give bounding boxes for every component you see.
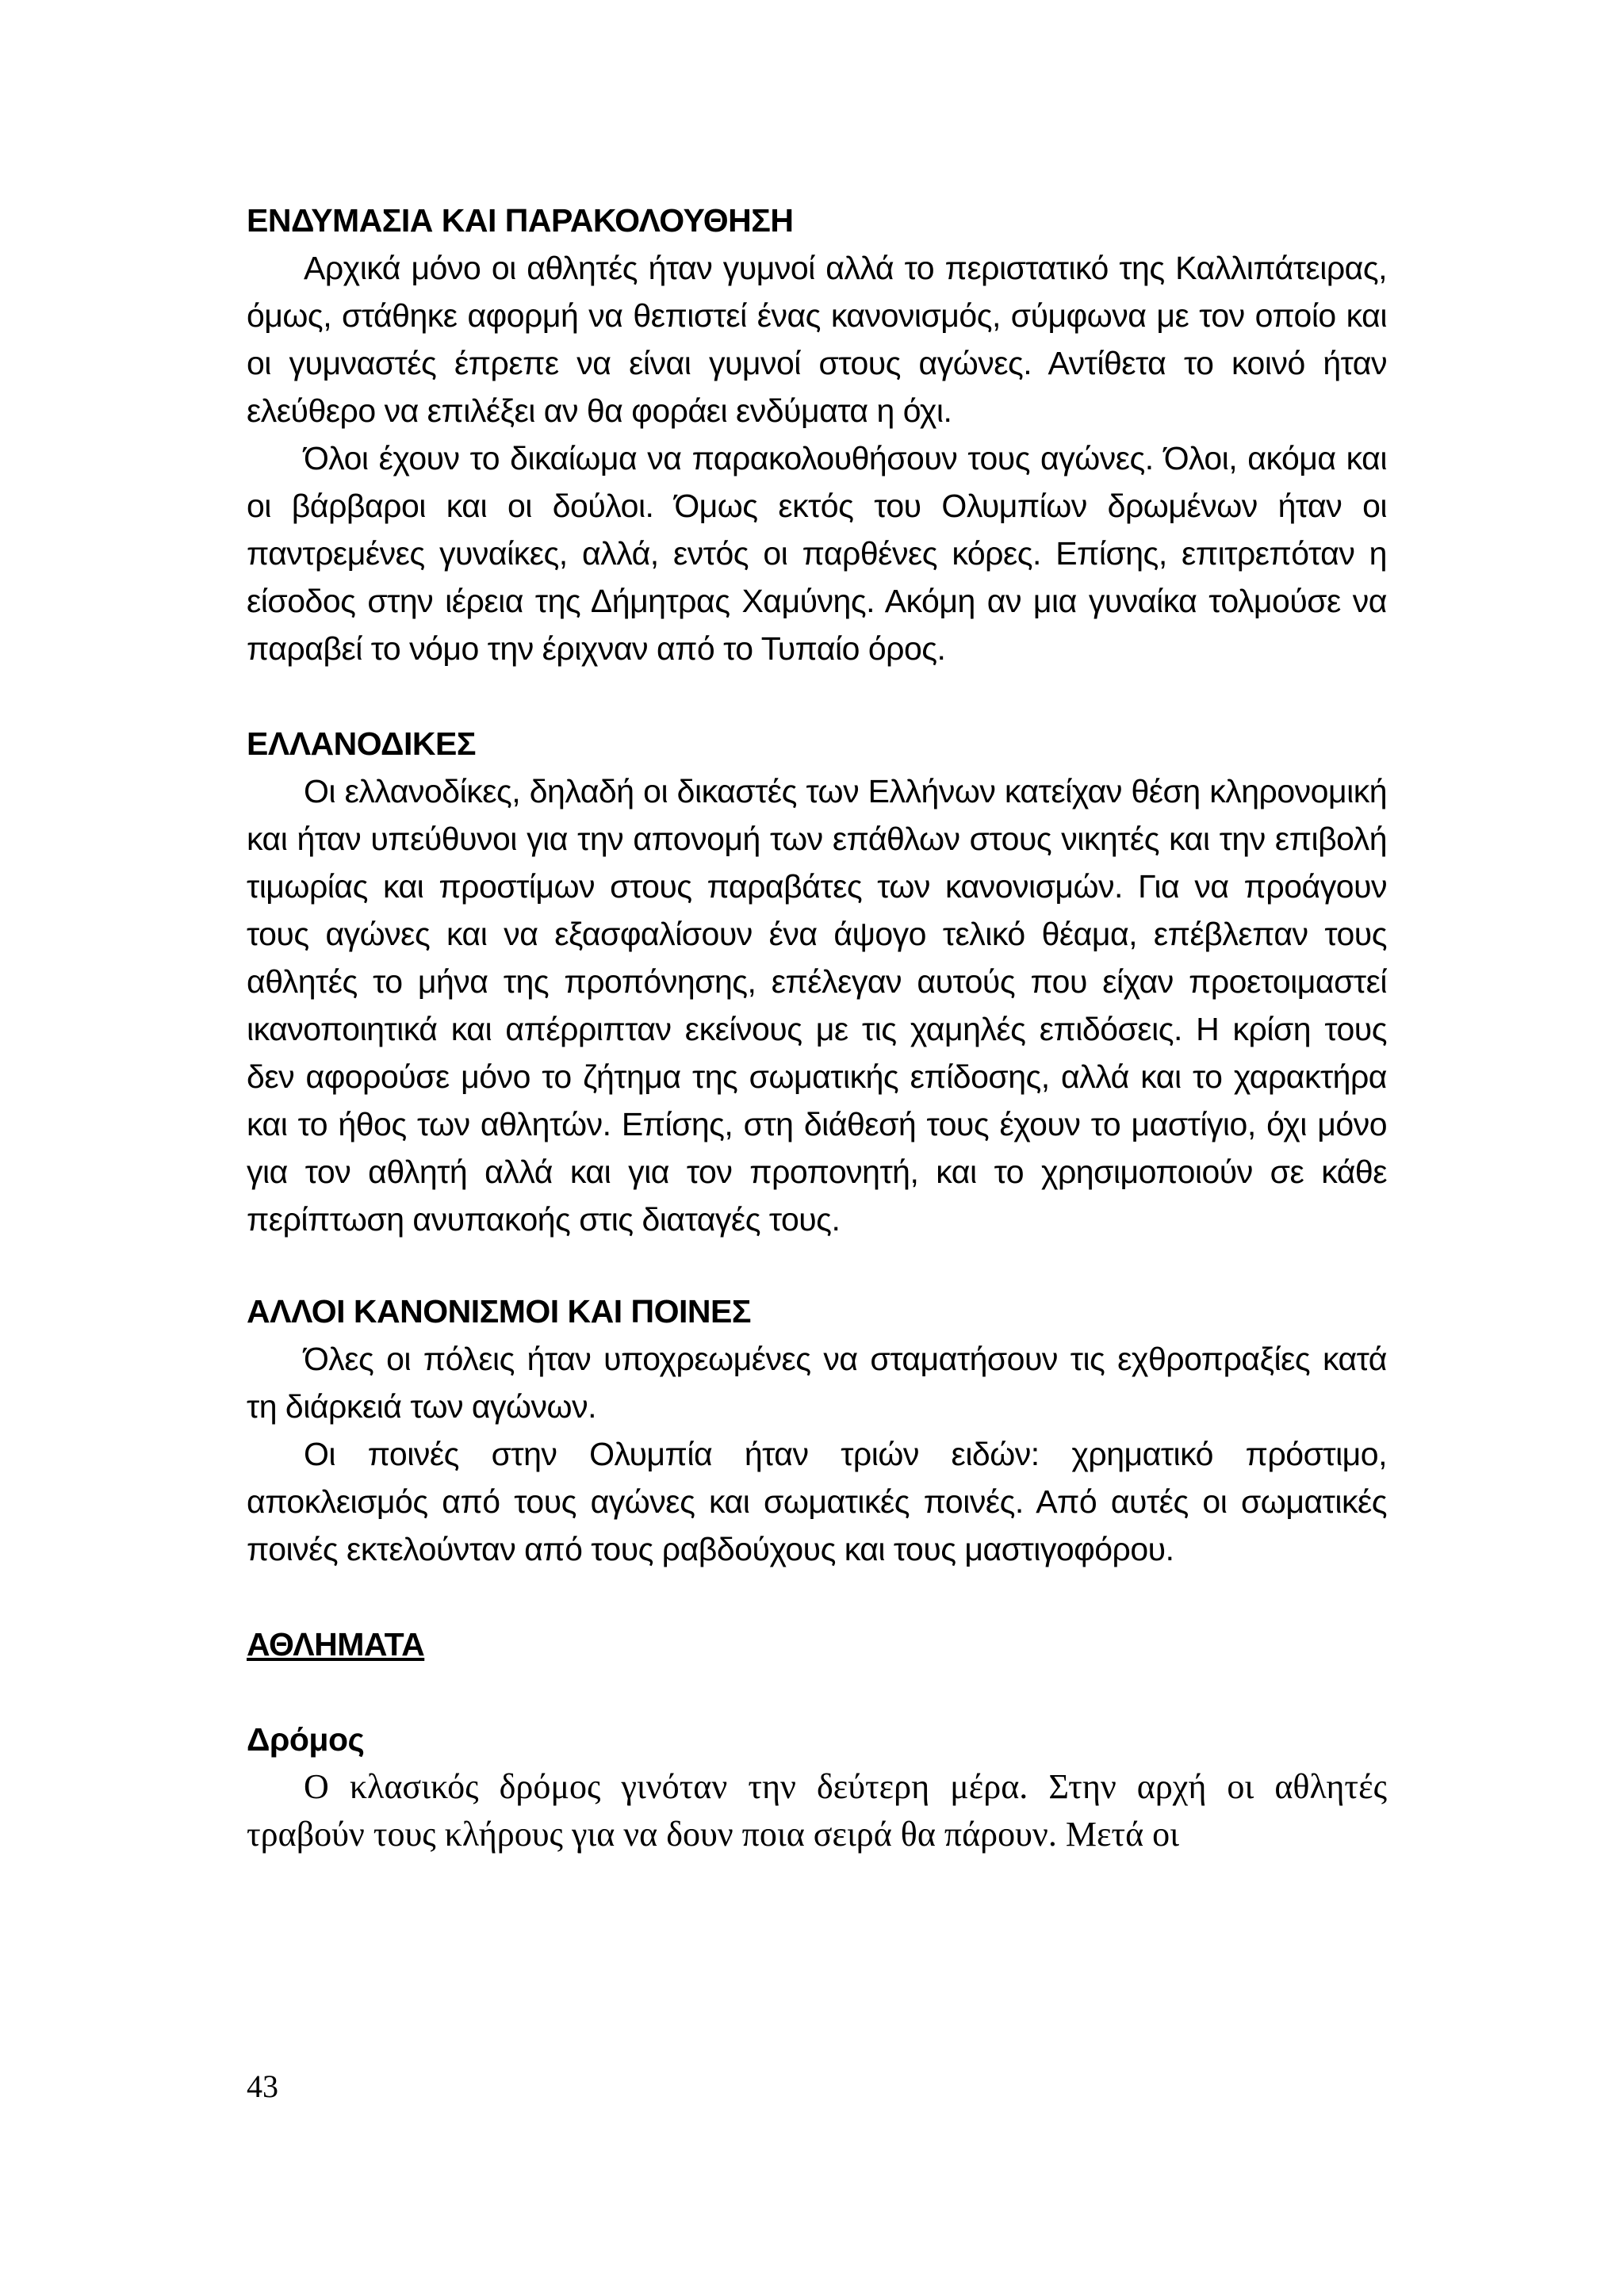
paragraph-clothing-2: Όλοι έχουν το δικαίωμα να παρακολουθήσουν τους αγώνες. Όλοι, ακόμα και οι βάρβαροι και οι δούλοι. Όμως εκτός του Ολυμπίων δρωμένων ήταν οι παντρεμένες γυναίκες, αλλά, εντός οι παρθένες κόρες. Επίσης, επιτρεπόταν η είσοδος στην ιέρεια της Δήμητρας Χαμύνης. Ακόμη αν μια γυναίκα τολμούσε να παραβεί το νόμο την έριχναν από το Τυπαίο όρος. (247, 440, 1387, 667)
section-heading-judges: ΕΛΛΑΝΟΔΙΚΕΣ (247, 725, 476, 762)
page-number: 43 (247, 2068, 278, 2104)
paragraph-rules-2: Οι ποινές στην Ολυμπία ήταν τριών ειδών: χρηματικό πρόστιμο, αποκλεισμός από τους αγώνες και σωματικές ποινές. Από αυτές οι σωματικές ποινές εκτελούνταν από τους ραβδούχους και τους μαστιγοφόρου. (247, 1436, 1387, 1567)
section-heading-sports: ΑΘΛΗΜΑΤΑ (247, 1626, 425, 1663)
paragraph-running-1: Ο κλασικός δρόμος γινόταν την δεύτερη μέρα. Στην αρχή οι αθλητές τραβούν τους κλήρους για να δουν ποια σειρά θα πάρουν. Μετά οι (247, 1767, 1387, 1854)
section-gap (247, 1573, 1387, 1621)
section-heading-rules: ΑΛΛΟΙ ΚΑΝΟΝΙΣΜΟΙ ΚΑΙ ΠΟΙΝΕΣ (247, 1293, 751, 1330)
section-gap (247, 672, 1387, 720)
paragraph-clothing-1: Αρχικά μόνο οι αθλητές ήταν γυμνοί αλλά το περιστατικό της Καλλιπάτειρας, όμως, στάθηκε αφορμή να θεπιστεί ένας κανονισμός, σύμφωνα με τον οποίο και οι γυμναστές έπρεπε να είναι γυμνοί στους αγώνες. Αντίθετα το κοινό ήταν ελεύθερο να επιλέξει αν θα φοράει ενδύματα η όχι. (247, 250, 1387, 429)
paragraph-rules-1: Όλες οι πόλεις ήταν υποχρεωμένες να σταματήσουν τις εχθροπραξίες κατά τη διάρκειά των αγώνων. (247, 1341, 1387, 1425)
paragraph-judges-1: Οι ελλανοδίκες, δηλαδή οι δικαστές των Ελλήνων κατείχαν θέση κληρονομική και ήταν υπεύθυνοι για την απονομή των επάθλων στους νικητές και την επιβολή τιμωρίας και προστίμων στους παραβάτες των κανονισμών. Για να προάγουν τους αγώνες και να εξασφαλίσουν ένα άψογο τελικό θέαμα, επέβλεπαν τους αθλητές το μήνα της προπόνησης, επέλεγαν αυτούς που είχαν προετοιμαστεί ικανοποιητικά και απέρριπταν εκείνους με τις χαμηλές επιδόσεις. Η κρίση τους δεν αφορούσε μόνο το ζήτημα της σωματικής επίδοσης, αλλά και το χαρακτήρα και το ήθος των αθλητών. Επίσης, στη διάθεσή τους έχουν το μαστίγιο, όχι μόνο για τον αθλητή αλλά και για τον προπονητή, και το χρησιμοποιούν σε κάθε περίπτωση ανυπακοής στις διαταγές τους. (247, 773, 1387, 1238)
subsection-heading-running: Δρόμος (247, 1721, 365, 1758)
section-heading-clothing: ΕΝΔΥΜΑΣΙΑ ΚΑΙ ΠΑΡΑΚΟΛΟΥΘΗΣΗ (247, 202, 794, 239)
section-gap (247, 1668, 1387, 1716)
section-gap (247, 1243, 1387, 1288)
page-content (247, 197, 1387, 1858)
